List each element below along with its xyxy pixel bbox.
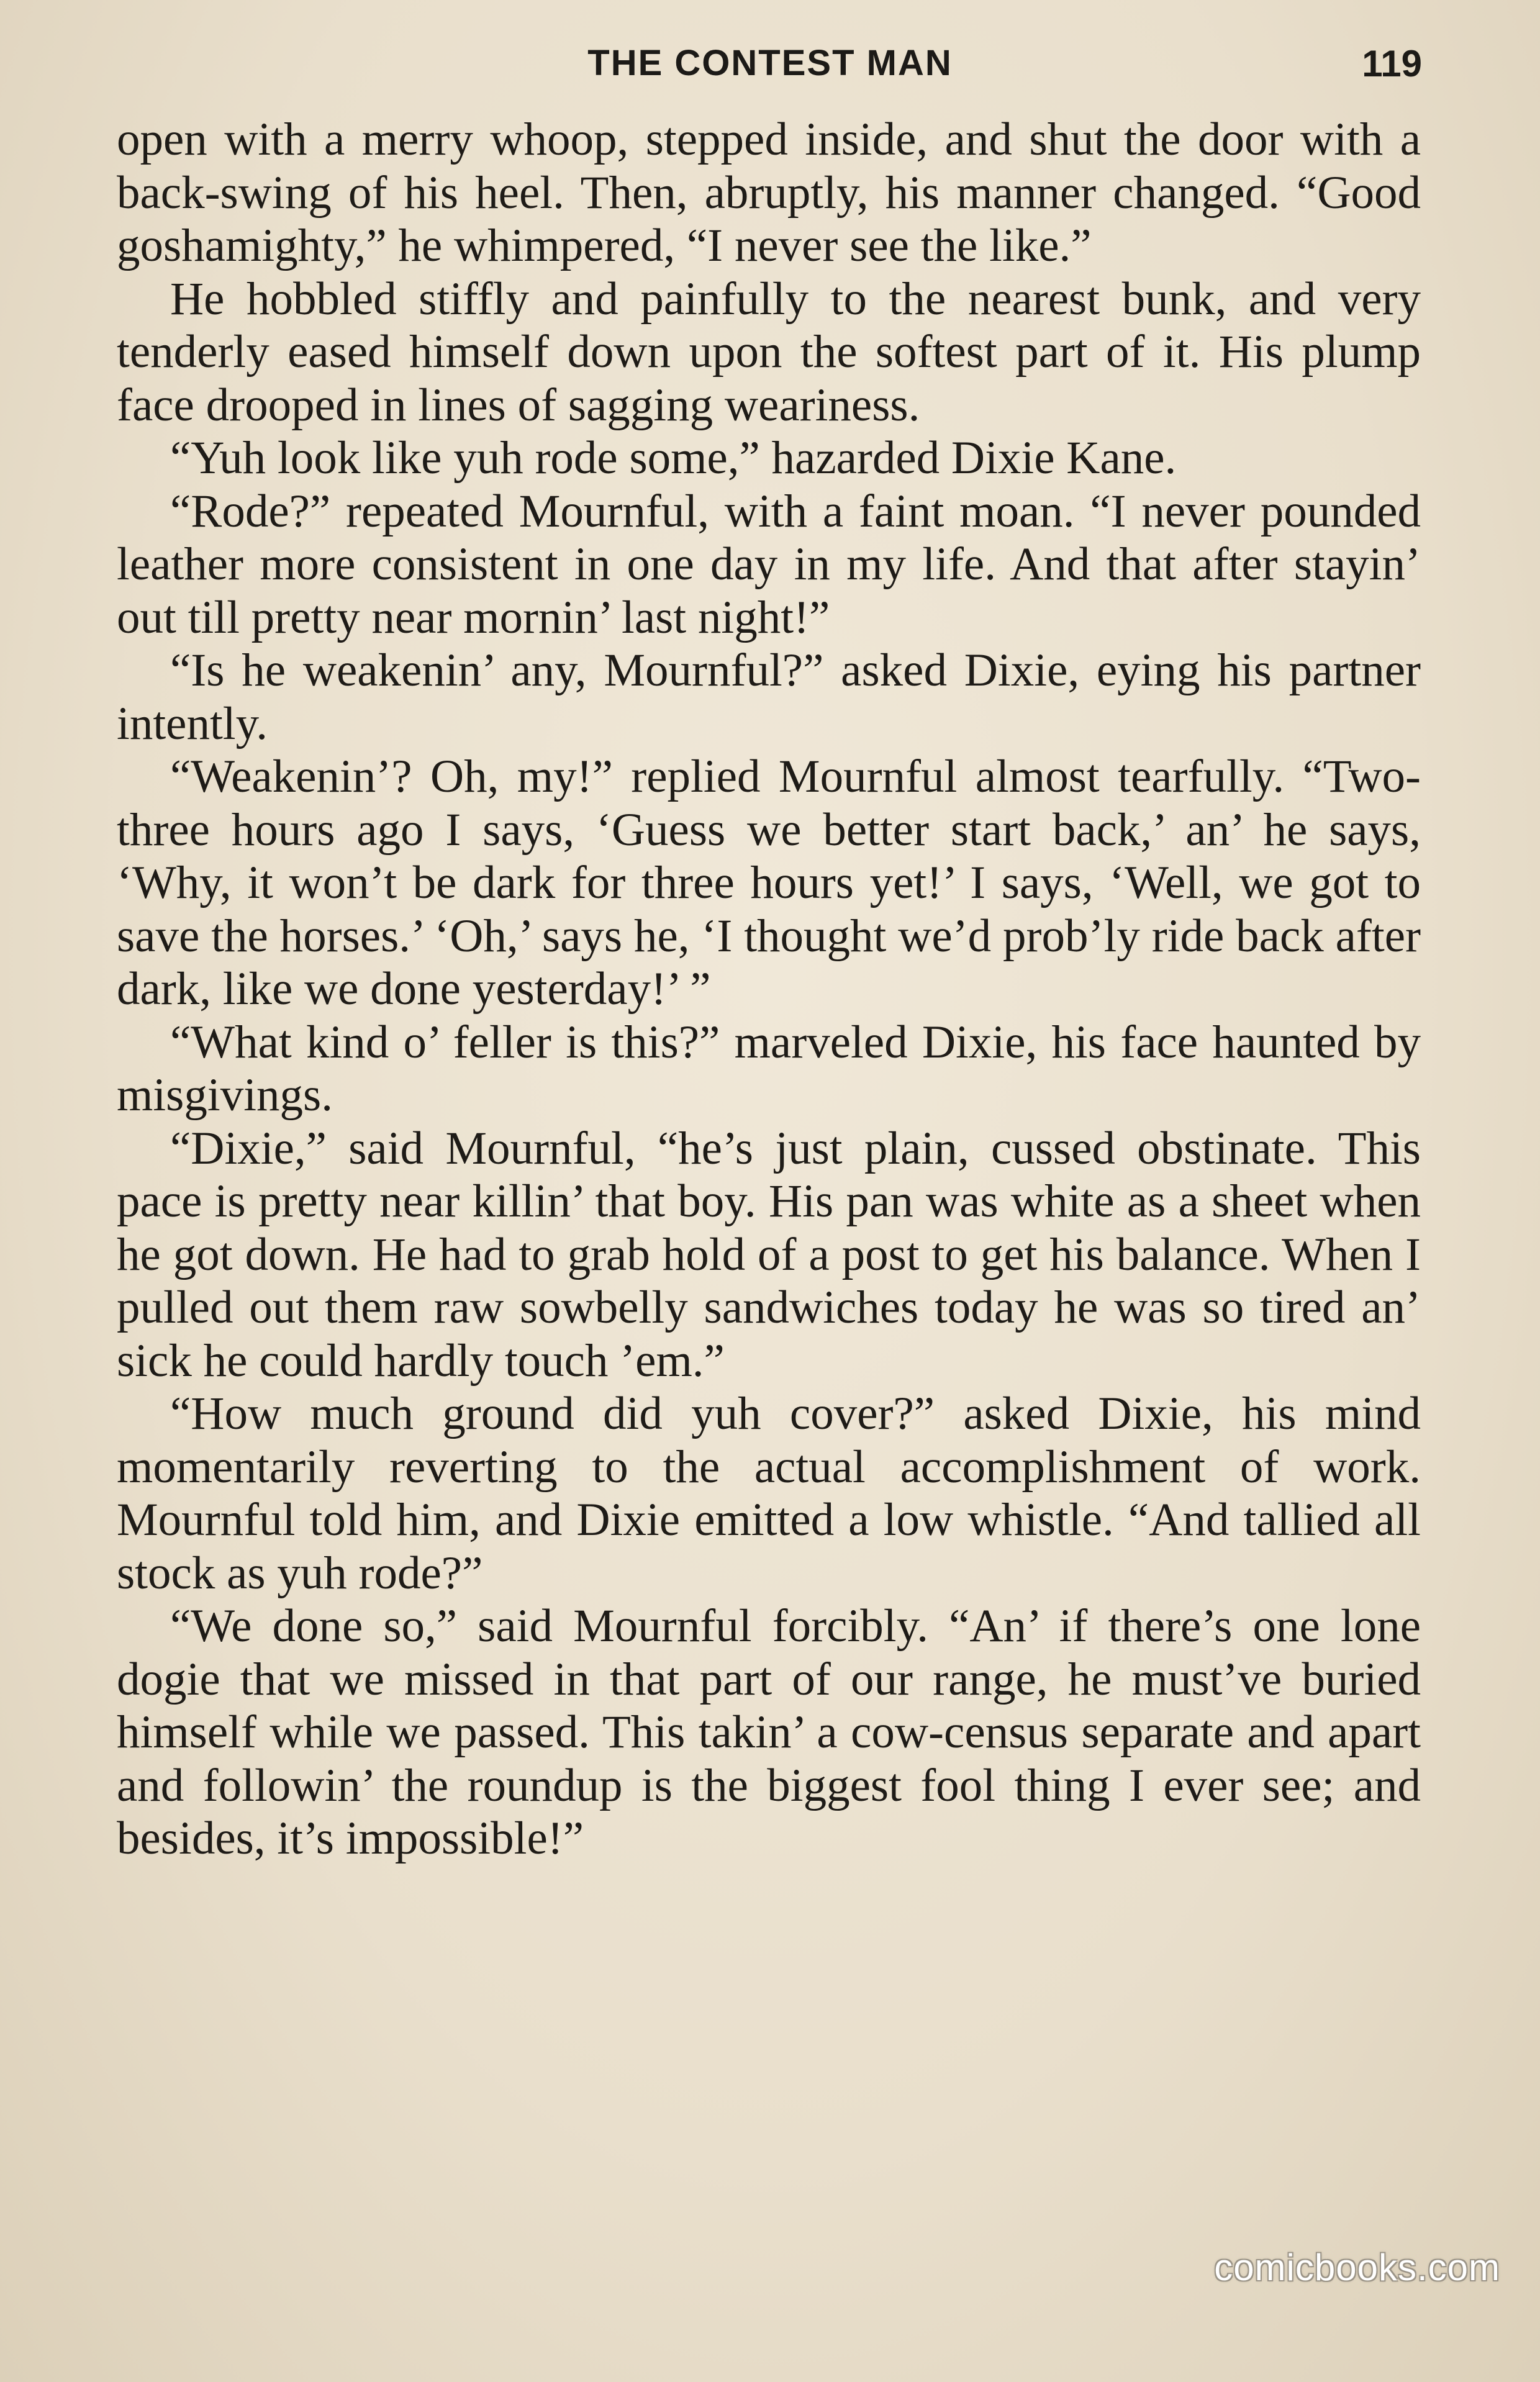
paragraph: “What kind o’ feller is this?” marveled Dixie, his face haunted by misgivings. <box>117 1016 1421 1121</box>
paragraph: “Yuh look like yuh rode some,” hazarded Dixie Kane. <box>170 432 1177 484</box>
paragraph: “How much ground did yuh cover?” asked Dixie, his mind momentarily reverting to the actual accomplishment of work. Mournful told him, and Dixie emitted a low whistle. “And tallied all stock as yuh rode?” <box>117 1388 1421 1599</box>
paragraph: “Is he weakenin’ any, Mournful?” asked Dixie, eying his partner intently. <box>117 645 1421 749</box>
page-number: 119 <box>1362 43 1422 84</box>
running-header <box>118 42 1422 98</box>
running-title: THE CONTEST MAN <box>587 43 953 83</box>
paragraph: “Weakenin’? Oh, my!” replied Mournful almost tearfully. “Two-three hours ago I says, ‘Guess we better start back,’ an’ he says, ‘Why, it won’t be dark for three hours yet!’ I says, ‘Well, we got to save the horses.’ ‘Oh,’ says he, ‘I thought we’d prob’ly ride back after dark, like we done yesterday!’ ” <box>117 751 1421 1015</box>
paragraph: open with a merry whoop, stepped inside, and shut the door with a back-swing of his heel. Then, abruptly, his manner changed. “Good goshamighty,” he whimpered, “I never see the like.” <box>117 114 1421 271</box>
paragraph: “We done so,” said Mournful forcibly. “An’ if there’s one lone dogie that we missed in that part of our range, he must’ve buried himself while we passed. This takin’ a cow-census separate and apart and followin’ the roundup is the biggest fool thing I ever see; and besides, it’s impossible!” <box>117 1600 1421 1864</box>
paragraph: He hobbled stiffly and painfully to the nearest bunk, and very tenderly eased himself down upon the softest part of it. His plump face drooped in lines of sagging weariness. <box>117 273 1421 431</box>
watermark: comicbooks.com <box>1214 2247 1500 2288</box>
paragraph: “Dixie,” said Mournful, “he’s just plain, cussed obstinate. This pace is pretty near killin’ that boy. His pan was white as a sheet when he got down. He had to grab hold of a post to get his balance. When I pulled out them raw sowbelly sandwiches today he was so tired an’ sick he could hardly touch ’em.” <box>117 1122 1421 1387</box>
paragraph: “Rode?” repeated Mournful, with a faint moan. “I never pounded leather more consistent in one day in my life. And that after stayin’ out till pretty near mornin’ last night!” <box>117 485 1421 643</box>
body-text <box>117 113 1421 1865</box>
